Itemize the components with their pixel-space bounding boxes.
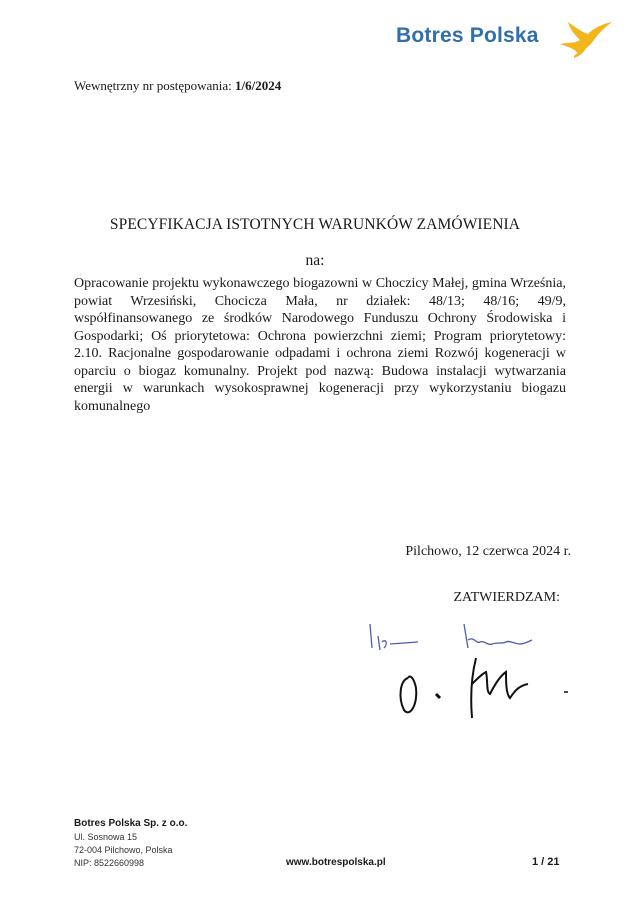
footer-company-name: Botres Polska Sp. z o.o. bbox=[74, 818, 188, 829]
footer-address-city: 72-004 Pilchowo, Polska bbox=[74, 845, 173, 855]
project-description: Opracowanie projektu wykonawczego biogazowni w Choczicy Małej, gmina Września, powiat Wrzesiński, Chocicza Mała, nr działek: 48/13; 48/16; 49/9, współfinansowanego ze środków Narodowego Funduszu Ochrony Środowiska i Gospodarki; Oś priorytetowa: Ochrona powierzchni ziemi; Program priorytetowy: 2.10. Racjonalne gospodarowanie odpadami i ochrona ziemi Rozwój kogeneracji w oparciu o biogaz komunalny. Projekt pod nazwą: Budowa instalacji wytwarzania energii w warunkach wysokosprawnej kogeneracji przy wykorzystaniu biogazu komunalnego bbox=[74, 276, 566, 414]
internal-reference bbox=[74, 78, 281, 94]
logo-text bbox=[396, 24, 539, 48]
document-title: SPECYFIKACJA ISTOTNYCH WARUNKÓW ZAMÓWIENIA bbox=[109, 216, 521, 233]
footer-nip: NIP: 8522660998 bbox=[74, 858, 145, 868]
logo-word-botres: Botres bbox=[396, 24, 464, 47]
handwritten-signatures bbox=[360, 614, 590, 724]
document-subtitle: na: bbox=[305, 252, 325, 269]
footer-website: www.botrespolska.pl bbox=[286, 857, 386, 868]
footer-address-street: Ul. Sosnowa 15 bbox=[74, 832, 138, 842]
reference-number: 1/6/2024 bbox=[235, 78, 282, 93]
bird-logo-icon bbox=[554, 14, 614, 60]
logo-word-polska: Polska bbox=[469, 24, 539, 47]
reference-label: Wewnętrzny nr postępowania: bbox=[74, 78, 232, 93]
company-logo bbox=[396, 14, 620, 62]
page-number: 1 / 21 bbox=[532, 856, 560, 868]
place-and-date: Pilchowo, 12 czerwca 2024 r. bbox=[405, 544, 571, 559]
approval-label: ZATWIERDZAM: bbox=[453, 590, 560, 605]
